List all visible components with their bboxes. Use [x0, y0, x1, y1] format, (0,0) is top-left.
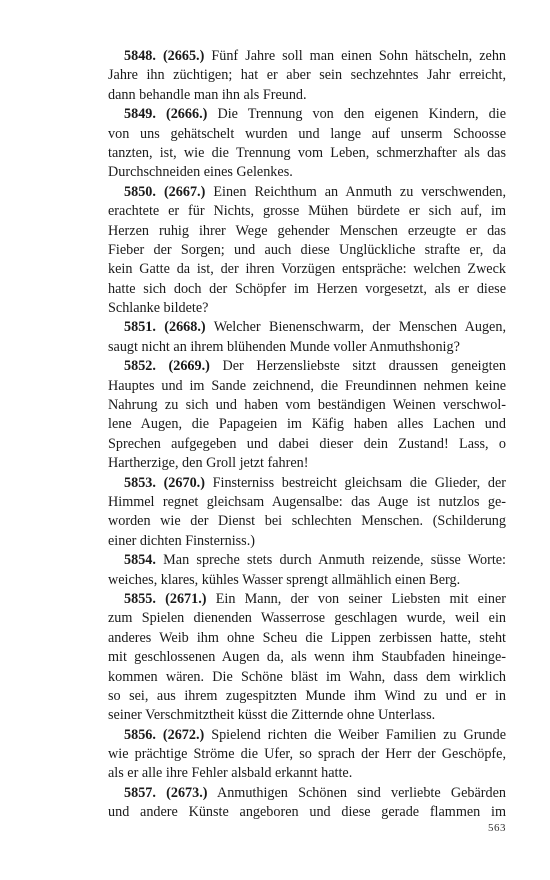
entry-first-line: [108, 105, 506, 124]
entry-first-line: [108, 474, 506, 493]
text-line: dann behandle man ihn als Freund.: [108, 86, 307, 103]
text-line: Spielend richten die Weiber Familien zu Grunde: [211, 726, 506, 743]
text-line: Einen Reichthum an Anmuth zu verschwenden,: [213, 183, 506, 200]
entry: [108, 726, 506, 784]
page-number: 563: [488, 822, 506, 834]
entry: [108, 318, 506, 357]
entry-number: 5849. (2666.): [124, 106, 208, 123]
text-line: Fünf Jahre soll man einen Sohn hätscheln, zehn: [211, 48, 506, 64]
text-line: Der Herzensliebste sitzt draussen geneigten: [222, 358, 506, 375]
entry-number: 5853. (2670.): [124, 474, 205, 491]
entry: [108, 590, 506, 726]
text-line: erachtete er für Nichts, grosse Mühen bürdete er sich auf, im: [108, 203, 506, 220]
entry: [108, 47, 506, 105]
entry-first-line: [108, 318, 506, 337]
text-line: als er alle ihre Fehler alsbald erkannt hatte.: [108, 765, 353, 782]
text-line: Ein Mann, der von seiner Liebsten mit einer: [215, 590, 506, 607]
text-line: Himmel regnet gleichsam Augensalbe: das Auge ist nutzlos ge-: [108, 493, 506, 510]
entry-first-line: [108, 357, 506, 376]
entry: [108, 551, 506, 590]
text-line: weiches, klares, kühles Wasser sprengt allmählich einen Berg.: [108, 571, 461, 588]
text-line: saugt nicht an ihrem blühenden Munde voller Anmuthshonig?: [108, 338, 460, 355]
entry-first-line: [108, 726, 506, 745]
text-line: Jahre ihn züchtigen; hat er aber sein sechzehntes Jahr erreicht,: [108, 67, 506, 84]
text-line: lene Augen, die Papageien im Käfig haben alles Lachen und: [108, 416, 506, 433]
entry: [108, 105, 506, 183]
text-line: anderes Weib ihm ohne Scheu die Lippen zerbissen hatte, steht: [108, 629, 506, 646]
entry: [108, 784, 506, 823]
text-line: Die Trennung von den eigenen Kindern, die: [217, 106, 506, 123]
entry-number: 5848. (2665.): [124, 48, 205, 64]
text-line: Man spreche stets durch Anmuth reizende, süsse Worte:: [163, 552, 506, 569]
text-line: Nahrung zu sich und haben vom beständigen Weinen verschwol-: [108, 397, 506, 414]
entry-number: 5856. (2672.): [124, 726, 205, 743]
text-line: einer dichten Finsterniss.): [108, 532, 255, 549]
entry-number: 5851. (2668.): [124, 319, 206, 336]
text-line: Finsterniss bestreicht gleichsam die Glieder, der: [212, 474, 506, 491]
entry-number: 5852. (2669.): [124, 358, 210, 375]
entry-number: 5850. (2667.): [124, 183, 206, 200]
text-line: Fieber der Sorgen; und auch diese Unglückliche strafte er, da: [108, 241, 506, 258]
entry-first-line: [108, 590, 506, 609]
entry-first-line: [108, 551, 506, 570]
text-line: Hartherzige, den Groll jetzt fahren!: [108, 455, 309, 472]
text-line: kein Gatte da ist, der ihren Vorzügen entspräche: welchen Zweck: [108, 261, 506, 278]
text-line: Schlanke bildete?: [108, 300, 209, 317]
entry-number: 5857. (2673.): [124, 784, 208, 801]
text-line: von uns gehätschelt wurden und lange auf unserm Schoosse: [108, 125, 506, 142]
entry: [108, 183, 506, 319]
text-line: hatte sich doch der Schöpfer im Herzen vorgesetzt, als er diese: [108, 280, 506, 297]
text-line: Anmuthigen Schönen sind verliebte Gebärden: [216, 784, 506, 801]
entry-number: 5855. (2671.): [124, 590, 207, 607]
text-line: Durchschneiden eines Gelenkes.: [108, 164, 293, 181]
text-line: mit geschlossenen Augen da, als wenn ihm Staubfaden hineinge-: [108, 649, 506, 666]
entry: [108, 357, 506, 473]
text-line: seiner Verschmitztheit küsst die Zitternde ohne Unterlass.: [108, 707, 436, 724]
text-line: Sprechen aufgegeben und dabei dieser dein Zustand! Lass, o: [108, 435, 506, 452]
text-line: wie prächtige Ströme die Ufer, so sprach der Herr der Geschöpfe,: [108, 746, 506, 763]
text-line: worden wie der Dienst bei schlechten Menschen. (Schilderung: [108, 513, 506, 530]
entry-number: 5854.: [124, 552, 156, 569]
text-line: Hauptes und im Sande zeichnend, die Freundinnen nehmen keine: [108, 377, 506, 394]
entry-first-line: [108, 47, 506, 66]
text-line: zum Spielen dienenden Wasserrose geschlagen wurde, weil ein: [108, 610, 506, 627]
entry-first-line: [108, 183, 506, 202]
text-line: und andere Künste angeboren und diese gerade flammen im: [108, 804, 506, 821]
entry: [108, 474, 506, 552]
page-text: [108, 47, 506, 823]
text-line: Herzen ruhig ihrer Wege gehender Menschen erzeugte er das: [108, 222, 506, 239]
entry-first-line: [108, 784, 506, 803]
text-line: so sei, aus ihrem zugespitzten Munde ihm Wind zu und er in: [108, 687, 506, 704]
text-line: tanzten, ist, wie die Trennung vom Leben, schmerzhafter als das: [108, 144, 506, 161]
text-line: Welcher Bienenschwarm, der Menschen Augen,: [213, 319, 506, 336]
text-line: kommen wären. Die Schöne bläst im Wahn, dass dem wirklich: [108, 668, 506, 685]
